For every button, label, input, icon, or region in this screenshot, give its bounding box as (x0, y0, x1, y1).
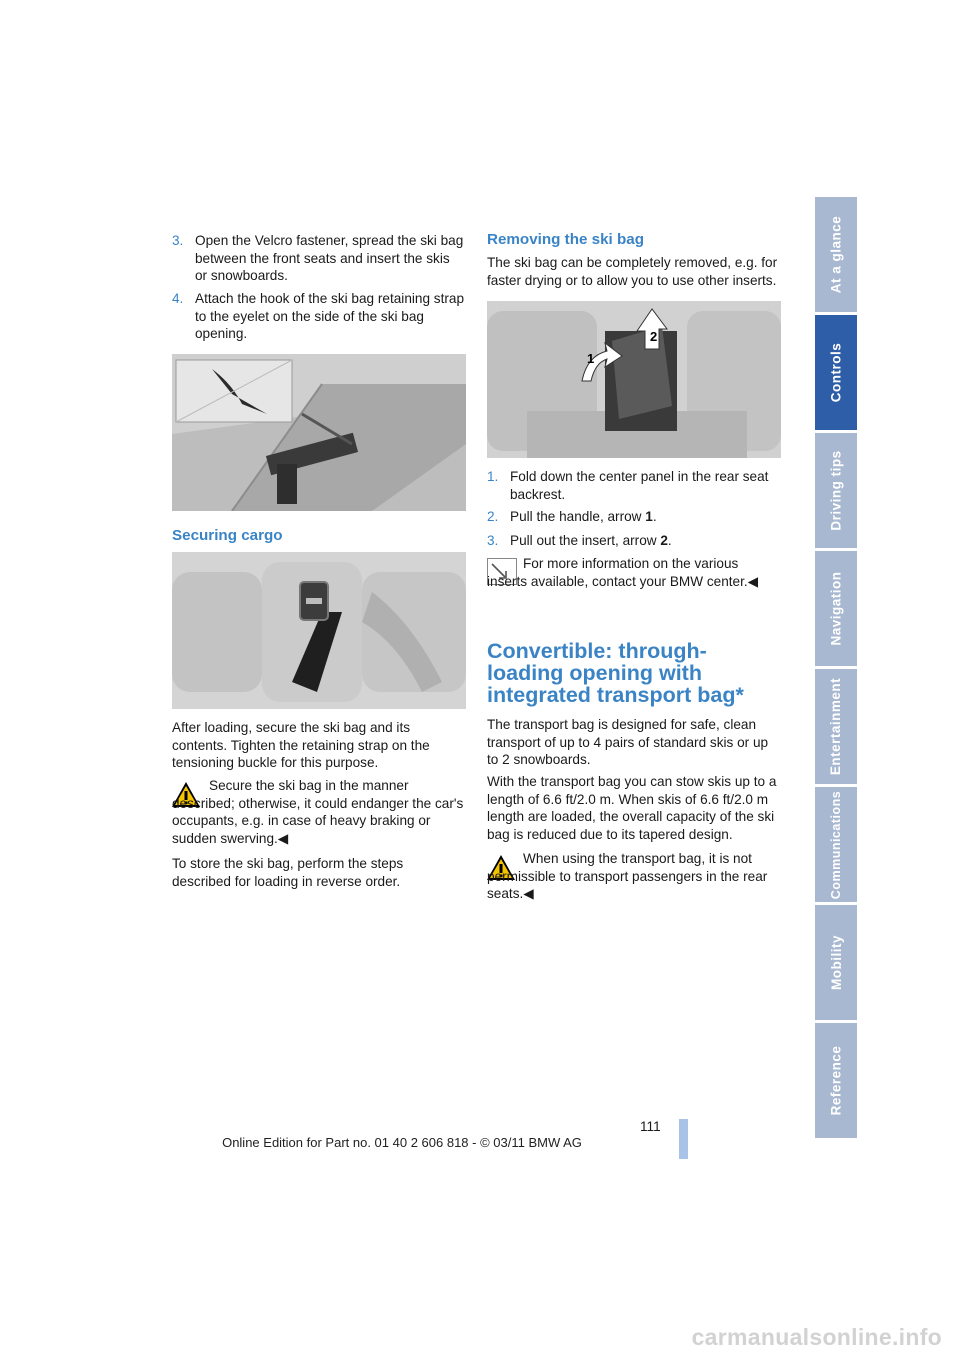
arrow-ref-1: 1 (645, 509, 653, 524)
warning-text: When using the transport bag, it is not permissible to transport passengers in the rear seats. (487, 851, 768, 901)
left-step-3 (172, 232, 465, 285)
note-text-1 (487, 555, 781, 590)
step-number: 1. (487, 469, 499, 484)
step-number: 2. (487, 509, 499, 524)
step-text: Pull the handle, arrow 1. (510, 509, 657, 524)
left-step-4 (172, 290, 465, 343)
heading-securing-cargo: Securing cargo (172, 527, 283, 544)
tab-reference[interactable]: Reference (815, 1023, 857, 1141)
arrow-ref-2: 2 (660, 533, 668, 548)
para-store: To store the ski bag, perform the steps described for loading in reverse order. (172, 856, 404, 889)
para-transport-2: With the transport bag you can stow skis up to a length of 6.6 ft/2.0 m. When skis of 6.6 ft/2.0 m length are loaded, the overall capacity of the ski bag is reduced due to its tapered design. (487, 774, 777, 842)
tab-entertainment[interactable]: Entertainment (815, 669, 857, 787)
tensioning-buckle-photo (172, 552, 466, 709)
warning-text-1 (172, 777, 465, 847)
tab-driving-tips[interactable]: Driving tips (815, 433, 857, 551)
arrow-2-label: 2 (650, 329, 658, 344)
page-number: 111 (640, 1119, 661, 1134)
end-mark: ◀ (523, 886, 534, 901)
step-number: 4. (172, 291, 184, 306)
end-mark: ◀ (277, 830, 289, 846)
tab-at-a-glance[interactable]: At a glance (815, 197, 857, 315)
right-step-2 (487, 508, 781, 526)
right-step-3 (487, 532, 781, 550)
footer-text: Online Edition for Part no. 01 40 2 606 818 - © 03/11 BMW AG (222, 1135, 582, 1150)
step-number: 3. (172, 233, 184, 248)
end-mark: ◀ (747, 573, 759, 589)
step-text: Attach the hook of the ski bag retaining strap to the eyelet on the side of the ski bag opening. (195, 291, 465, 341)
tab-mobility[interactable]: Mobility (815, 905, 857, 1023)
para-after-loading: After loading, secure the ski bag and its contents. Tighten the retaining strap on the tensioning buckle for this purpose. (172, 720, 430, 770)
para-removing: The ski bag can be completely removed, e.g. for faster drying or to allow you to use other inserts. (487, 255, 778, 288)
footer (0, 1135, 960, 1150)
ski-bag-strap-photo (172, 354, 466, 511)
heading-removing-ski-bag: Removing the ski bag (487, 231, 644, 248)
step-text: Open the Velcro fastener, spread the ski bag between the front seats and insert the skis or snowboards. (195, 233, 464, 283)
note-text: For more information on the various inserts available, contact your BMW center. (487, 556, 748, 589)
remove-insert-photo (487, 301, 781, 458)
warning-text: Secure the ski bag in the manner described; otherwise, it could endanger the car's occupants, e.g. in case of heavy braking or sudden swerving. (172, 778, 464, 846)
tab-controls[interactable]: Controls (815, 315, 857, 433)
warning-text-2 (487, 850, 781, 903)
right-step-1 (487, 468, 781, 503)
step-number: 3. (487, 533, 499, 548)
step-text: Pull out the insert, arrow 2. (510, 533, 672, 548)
para-transport-1: The transport bag is designed for safe, clean transport of up to 4 pairs of standard skis or up to 2 snowboards. (487, 717, 769, 767)
tab-communications[interactable]: Communications (815, 787, 857, 905)
tab-navigation[interactable]: Navigation (815, 551, 857, 669)
step-text: Fold down the center panel in the rear seat backrest. (510, 469, 769, 502)
arrow-1-label: 1 (587, 351, 595, 366)
heading-convertible: Convertible: through-loading opening with integrated transport bag* (487, 639, 744, 707)
watermark: carmanualsonline.info (691, 1324, 942, 1350)
